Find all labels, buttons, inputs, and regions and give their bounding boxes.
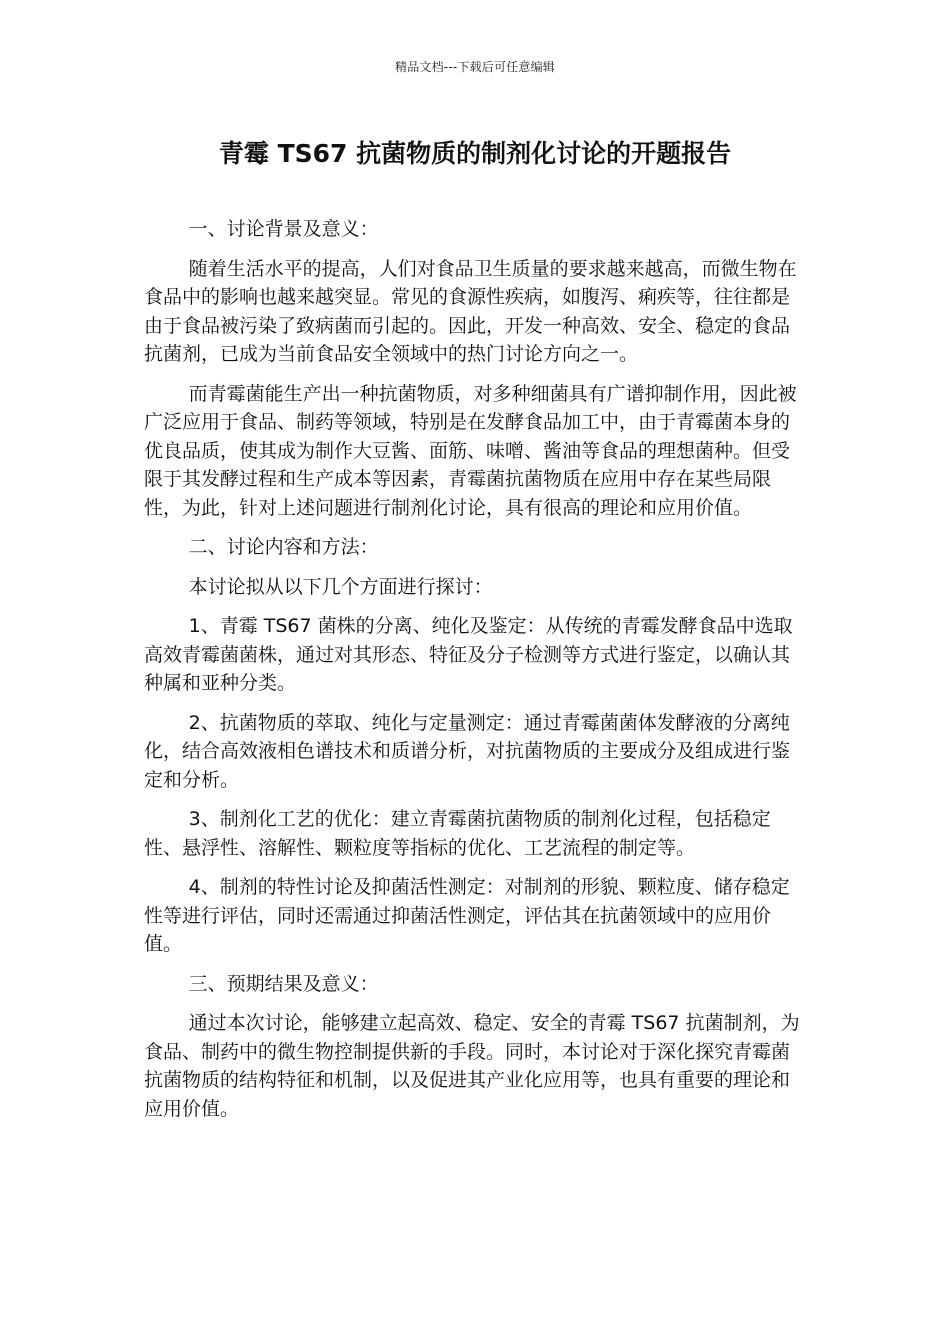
section-heading-results: 三、预期结果及意义： [188, 972, 379, 995]
paragraph-results: 通过本次讨论，能够建立起高效、稳定、安全的青霉 TS67 抗菌制剂，为食品、制药中的微生物控制提供新的手段。同时，本讨论对于深化探究青霉菌抗菌物质的结构特征和机制，以及促进其产业化应用等，也具有重要的理论和应用价值。 [144, 1012, 800, 1120]
section-heading-background: 一、讨论背景及意义： [188, 218, 379, 240]
paragraph-background-2: 而青霉菌能生产出一种抗菌物质，对多种细菌具有广谱抑制作用，因此被广泛应用于食品、制药等领域，特别是在发酵食品加工中，由于青霉菌本身的优良品质，使其成为制作大豆酱、面筋、味噌、酱油等食品的理想菌种。但受限于其发酵过程和生产成本等因素，青霉菌抗菌物质在应用中存在某些局限性，为此，针对上述问题进行制剂化讨论，具有很高的理论和应用价值。 [144, 382, 797, 519]
list-item-method-4: 4、制剂的特性讨论及抑菌活性测定：对制剂的形貌、颗粒度、储存稳定性等进行评估，同时还需通过抑菌活性测定，评估其在抗菌领域中的应用价值。 [144, 876, 790, 955]
paragraph-background-1: 随着生活水平的提高，人们对食品卫生质量的要求越来越高，而微生物在食品中的影响也越来越突显。常见的食源性疾病，如腹泻、痢疾等，往往都是由于食品被污染了致病菌而引起的。因此，开发一种高效、安全、稳定的食品抗菌剂，已成为当前食品安全领域中的热门讨论方向之一。 [144, 257, 797, 365]
section-heading-methods: 二、讨论内容和方法： [188, 536, 379, 558]
header-note: 精品文档---下载后可任意编辑 [395, 60, 555, 74]
list-item-method-2: 2、抗菌物质的萃取、纯化与定量测定：通过青霉菌菌体发酵液的分离纯化，结合高效液相色谱技术和质谱分析，对抗菌物质的主要成分及组成进行鉴定和分析。 [144, 711, 791, 791]
paragraph-methods-intro: 本讨论拟从以下几个方面进行探讨： [188, 575, 493, 598]
document-title: 青霉 TS67 抗菌物质的制剂化讨论的开题报告 [218, 139, 732, 168]
list-item-method-3: 3、制剂化工艺的优化：建立青霉菌抗菌物质的制剂化过程，包括稳定性、悬浮性、溶解性、颗粒度等指标的优化、工艺流程的制定等。 [144, 808, 771, 859]
document-body [144, 215, 806, 1134]
list-item-method-1: 1、青霉 TS67 菌株的分离、纯化及鉴定：从传统的青霉发酵食品中选取高效青霉菌菌株，通过对其形态、特征及分子检测等方式进行鉴定，以确认其种属和亚种分类。 [144, 615, 793, 694]
